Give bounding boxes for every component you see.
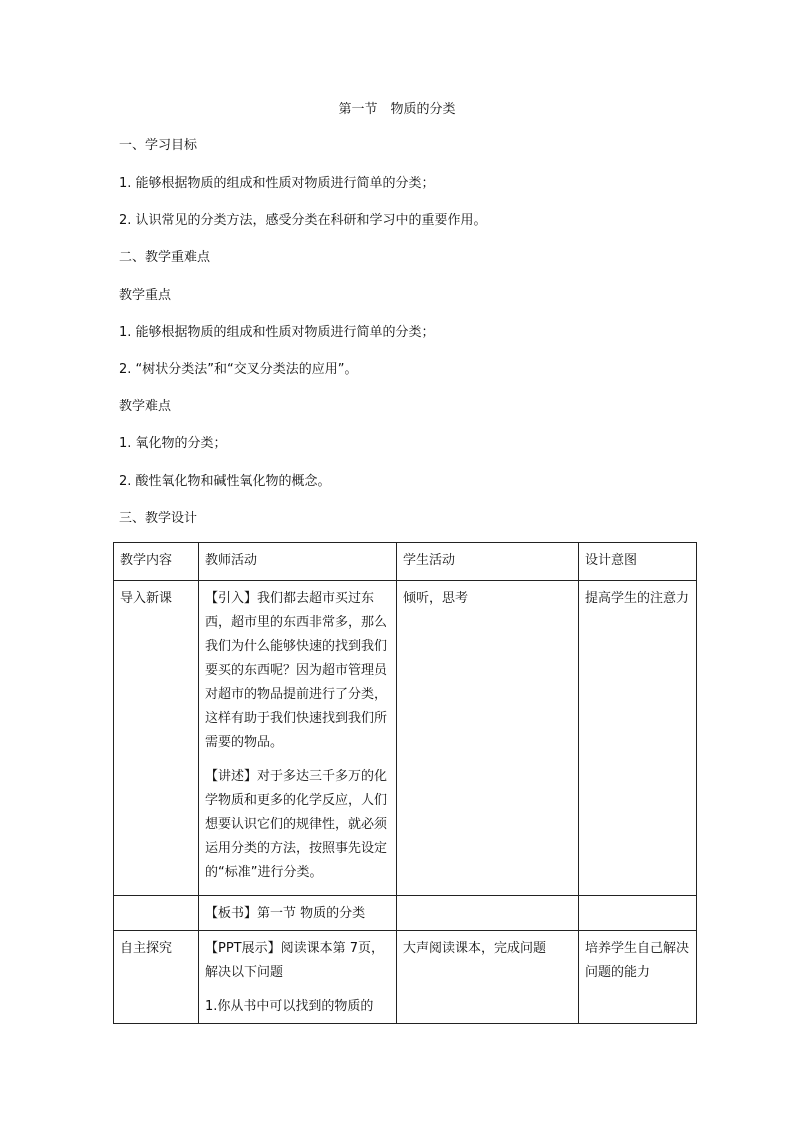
- subheading-difficulty: 教学难点: [119, 399, 172, 414]
- section-heading-key-points: 二、教学重难点: [119, 250, 211, 265]
- cell-student: 大声阅读课本，完成问题: [397, 931, 579, 1024]
- goal-item-2: 2. 认识常见的分类方法，感受分类在科研和学习中的重要作用。: [119, 213, 487, 228]
- table-row: [114, 896, 697, 931]
- cell-student: 倾听，思考: [397, 581, 579, 896]
- header-cell-teacher: 教师活动: [199, 543, 397, 581]
- difficulty-item-1: 1. 氧化物的分类；: [119, 436, 227, 451]
- cell-intent: [579, 896, 697, 931]
- teacher-paragraph: 【引入】我们都去超市买过东西，超市里的东西非常多，那么我们为什么能够快速的找到我们要买的东西呢？因为超市管理员对超市的物品提前进行了分类，这样有助于我们快速找到我们所需要的物品。: [205, 591, 388, 750]
- page-title: 第一节 物质的分类: [338, 102, 456, 117]
- cell-content: 自主探究: [114, 931, 199, 1024]
- teacher-paragraph: 1.你从书中可以找到的物质的: [205, 999, 374, 1014]
- key-item-2: 2. “树状分类法”和“交叉分类法的应用”。: [119, 362, 358, 377]
- section-heading-design: 三、教学设计: [119, 511, 198, 526]
- table-row: [114, 931, 697, 1024]
- header-cell-content: 教学内容: [114, 543, 199, 581]
- teacher-paragraph: 【PPT展示】阅读课本第 7页，解决以下问题: [205, 941, 385, 980]
- cell-content: [114, 896, 199, 931]
- table-row: [114, 581, 697, 896]
- key-item-1: 1. 能够根据物质的组成和性质对物质进行简单的分类；: [119, 325, 435, 340]
- cell-teacher: 【板书】第一节 物质的分类: [199, 896, 397, 931]
- teacher-paragraph: 【讲述】对于多达三千多万的化学物质和更多的化学反应，人们想要认识它们的规律性，就必须运用分类的方法，按照事先设定的“标准”进行分类。: [205, 769, 388, 880]
- cell-teacher: [199, 581, 397, 896]
- difficulty-item-2: 2. 酸性氧化物和碱性氧化物的概念。: [119, 474, 331, 489]
- cell-intent: 培养学生自己解决问题的能力: [579, 931, 697, 1024]
- cell-content: 导入新课: [114, 581, 199, 896]
- header-cell-intent: 设计意图: [579, 543, 697, 581]
- goal-item-1: 1. 能够根据物质的组成和性质对物质进行简单的分类；: [119, 176, 435, 191]
- teaching-design-table: [113, 542, 697, 1024]
- subheading-key: 教学重点: [119, 288, 172, 303]
- cell-teacher: [199, 931, 397, 1024]
- cell-student: [397, 896, 579, 931]
- cell-intent: 提高学生的注意力: [579, 581, 697, 896]
- section-heading-goals: 一、学习目标: [119, 138, 198, 153]
- table-header-row: [114, 543, 697, 581]
- header-cell-student: 学生活动: [397, 543, 579, 581]
